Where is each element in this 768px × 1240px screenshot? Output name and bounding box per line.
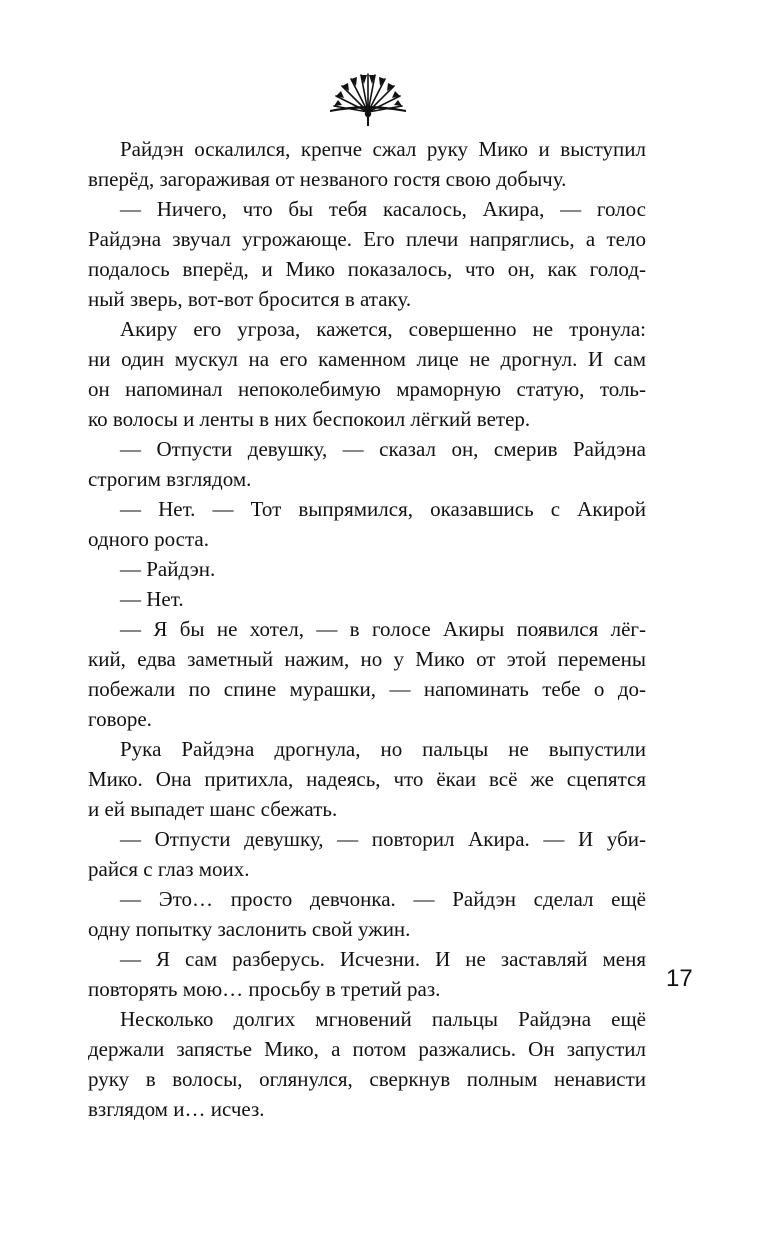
- text-line: кий, едва заметный нажим, но у Мико от этой перемены: [88, 647, 646, 671]
- text-line: говоре.: [88, 707, 152, 731]
- paragraph: [88, 614, 646, 734]
- text-line: — Нет. — Тот выпрямился, оказавшись с Акирой: [120, 497, 646, 521]
- paragraph: [88, 494, 646, 554]
- paragraph: [88, 434, 646, 494]
- paragraph: [88, 944, 646, 1004]
- text-line: — Отпусти девушку, — повторил Акира. — И уби-: [120, 827, 646, 851]
- text-line: райся с глаз моих.: [88, 857, 250, 881]
- text-line: вперёд, загораживая от незваного гостя свою добычу.: [88, 167, 567, 191]
- paragraph: [88, 194, 646, 314]
- text-line: взглядом и… исчез.: [88, 1097, 265, 1121]
- text-line: Несколько долгих мгновений пальцы Райдэна ещё: [120, 1007, 646, 1031]
- text-line: — Это… просто девчонка. — Райдэн сделал ещё: [120, 887, 646, 911]
- text-line: — Я сам разберусь. Исчезни. И не заставляй меня: [120, 947, 646, 971]
- paragraph: [88, 314, 646, 434]
- text-line: повторять мою… просьбу в третий раз.: [88, 977, 441, 1001]
- text-line: Акиру его угроза, кажется, совершенно не тронула:: [120, 317, 646, 341]
- paragraph: [88, 1004, 646, 1124]
- text-line: ко волосы и ленты в них беспокоил лёгкий ветер.: [88, 407, 531, 431]
- text-line: держали запястье Мико, а потом разжались. Он запустил: [88, 1037, 646, 1061]
- paragraph: [88, 734, 646, 824]
- text-line: — Райдэн.: [120, 557, 216, 581]
- text-line: он напоминал непоколебимую мраморную статую, толь-: [88, 377, 646, 401]
- text-line: — Я бы не хотел, — в голосе Акиры появился лёг-: [120, 617, 646, 641]
- text-line: — Отпусти девушку, — сказал он, смерив Райдэна: [120, 437, 646, 461]
- text-line: одну попытку заслонить свой ужин.: [88, 917, 411, 941]
- paragraph: [88, 554, 646, 584]
- text-line: ни один мускул на его каменном лице не дрогнул. И сам: [88, 347, 646, 371]
- text-line: Райдэна звучал угрожающе. Его плечи напряглись, а тело: [88, 227, 646, 251]
- paragraph: [88, 824, 646, 884]
- paragraph: [88, 134, 646, 194]
- text-line: Мико. Она притихла, надеясь, что ёкаи всё же сцепятся: [88, 767, 646, 791]
- text-line: строгим взглядом.: [88, 467, 252, 491]
- text-line: — Нет.: [120, 587, 184, 611]
- body-text: [88, 134, 646, 1124]
- text-line: руку в волосы, оглянулся, сверкнув полным ненависти: [88, 1067, 646, 1091]
- text-line: одного роста.: [88, 527, 210, 551]
- text-line: — Ничего, что бы тебя касалось, Акира, — голос: [120, 197, 646, 221]
- paragraph: [88, 884, 646, 944]
- text-line: Рука Райдэна дрогнула, но пальцы не выпустили: [120, 737, 646, 761]
- text-line: побежали по спине мурашки, — напоминать тебе о до-: [88, 677, 646, 701]
- text-line: и ей выпадет шанс сбежать.: [88, 797, 338, 821]
- paragraph: [88, 584, 646, 614]
- text-line: Райдэн оскалился, крепче сжал руку Мико и выступил: [120, 137, 646, 161]
- page-number: 17: [666, 965, 693, 992]
- folding-fan-icon: [324, 72, 412, 128]
- text-line: подалось вперёд, и Мико показалось, что он, как голод-: [88, 257, 646, 281]
- text-line: ный зверь, вот-вот бросится в атаку.: [88, 287, 412, 311]
